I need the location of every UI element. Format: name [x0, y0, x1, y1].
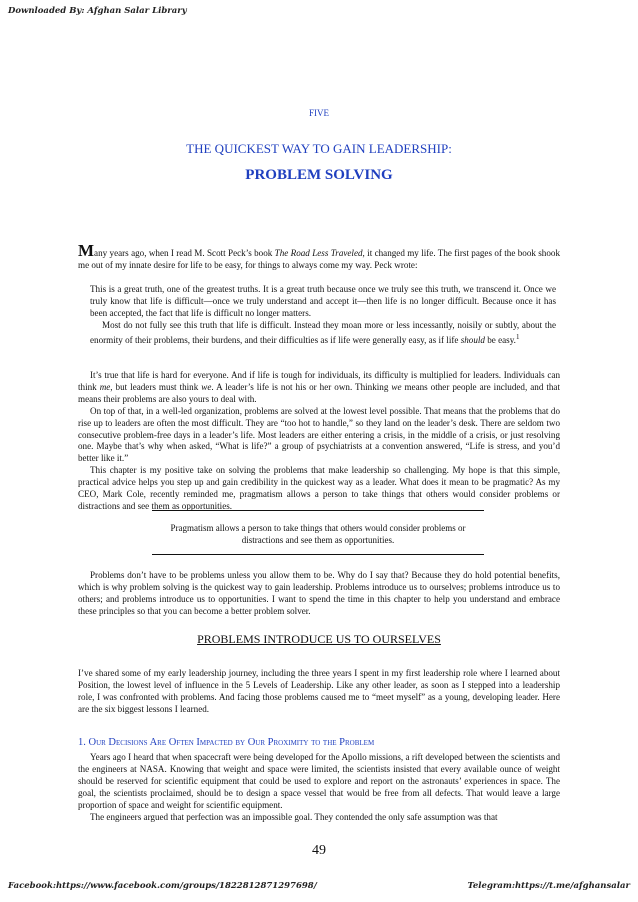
body-paragraph-3: This chapter is my positive take on solving the problems that make leadership so challenging. My hope is that this simple, practical advice helps you step up and gain credibility in the quickest way as a leader. What does it mean to be pragmatic? As my CEO, Mark Cole, recently reminded me, pragmatism allows a person to take things that others would consider problems or distractions and see them as opportunities. [78, 465, 560, 511]
block-quote [90, 284, 556, 347]
intro-paragraph [78, 241, 560, 272]
section-paragraph-1: I’ve shared some of my early leadership journey, including the three years I spent in my first leadership role where I learned about Position, the lowest level of influence in the 5 Levels of Leadership. Like any other leader, as soon as I stepped into a leadership role, I was confronted with problems. And facing those problems caused me to “meet myself” as a young, developing leader. Here are the six biggest lessons I learned. [78, 668, 560, 714]
body-paragraph-4: Problems don’t have to be problems unless you allow them to be. Why do I say that? Because they do hold potential benefits, which is why problem solving is the quickest way to gain leadership. Problems introduce us to ourselves; problems introduce us to others; and problems introduce us to opportunities. I want to spend the time in this chapter to help you understand and embrace these principles so that you can become a better problem solver. [78, 570, 560, 616]
quote-paragraph-1: This is a great truth, one of the greatest truths. It is a great truth because once we truly see this truth, we transcend it. Once we truly know that life is difficult—once we truly understand and accept it—then life is no longer difficult. Because once it has been accepted, the fact that life is difficult no longer matters. [90, 284, 556, 318]
section-heading: PROBLEMS INTRODUCE US TO OURSELVES [197, 632, 441, 646]
body-p1-c: . A leader’s life is not his or her own. Thinking [211, 381, 392, 392]
section-body [78, 668, 560, 716]
lesson-paragraph-2: The engineers argued that perfection was an impossible goal. They contended the only safe assumption was that [90, 811, 498, 822]
book-title: The Road Less Traveled [274, 248, 363, 258]
quote-text-a: Most do not fully see this truth that life is difficult. Instead they moan more or less incessantly, noisily or subtly, about the enormity of their problems, their burdens, and their difficulties as if life were generally easy, as if life [90, 319, 556, 345]
chapter-number: FIVE [309, 108, 329, 118]
download-note: Downloaded By: Afghan Salar Library [8, 6, 187, 16]
drop-cap: M [78, 241, 95, 260]
body-p1-em3: we [391, 381, 402, 392]
body-p1-b: , but leaders must think [110, 381, 202, 392]
quote-emphasis: should [460, 334, 485, 345]
intro-text-b: , it changed my life. The first pages of the book shook me out of my innate desire for life to be easy, for things to always come my way. Peck wrote: [78, 248, 560, 270]
body-paragraph-1 [78, 370, 560, 406]
pullquote-rule-bottom [152, 554, 484, 555]
pullquote-rule-top [152, 510, 484, 511]
body-p1-em2: we [201, 381, 212, 392]
lesson-heading-text: 1. Our Decisions Are Often Impacted by Our Proximity to the Problem [78, 737, 375, 748]
telegram-link[interactable]: Telegram:https://t.me/afghansalar [467, 881, 630, 891]
intro-text-a: any years ago, when I read M. Scott Peck’s book [94, 248, 275, 258]
page-number: 49 [312, 843, 326, 858]
body-section-2 [78, 570, 560, 618]
quote-text-b: be easy. [484, 334, 516, 345]
chapter-subtitle [0, 167, 638, 184]
body-p1-em1: me [99, 381, 111, 392]
body-p1-d: means other people are included, and that means their problems are also yours to deal with. [78, 381, 560, 404]
body-paragraph-2: On top of that, in a well-led organization, problems are solved at the lowest level possible. That means that the problems that do rise up to leaders are often the most difficult. They are “too hot to handle,” so they land on the leader’s desk. There are seldom two consecutive problem-free days in a leader’s life. Most leaders are either entering a crisis, in the middle of a crisis, or just resolving one. Maybe that’s why when asked, “What is life?” a group of psychiatrists at a convention answered, “Life is stress, and you’d better like it.” [78, 405, 560, 464]
lesson-heading [78, 737, 560, 748]
facebook-link[interactable]: Facebook:https://www.facebook.com/groups/1822812871297698/ [8, 881, 317, 891]
chapter-subtitle-text: PROBLEM SOLVING [245, 167, 393, 183]
body-section-1 [78, 370, 560, 513]
chapter-title: THE QUICKEST WAY TO GAIN LEADERSHIP: [186, 141, 452, 156]
lesson-paragraph-1: Years ago I heard that when spacecraft were being developed for the Apollo missions, a rift developed between the scientists and the engineers at NASA. Knowing that weight and space were limited, the scientists insisted that every available ounce of weight should be reserved for scientific equipment that could be used to explore and report on the astronauts’ experiences in space. The goal, the scientists proclaimed, should be to design a space vessel that would be free from all defects. That would leave a large proportion of space and weight for scientific equipment. [78, 752, 560, 810]
lesson-body [78, 752, 560, 823]
pull-quote: Pragmatism allows a person to take things that others would consider problems or distractions and see them as opportunities. [170, 523, 466, 545]
body-p1-a: It’s true that life is hard for everyone. And if life is tough for individuals, its difficulty is multiplied for leaders. Individuals can think [78, 370, 560, 392]
footnote-marker: 1 [515, 332, 520, 341]
quote-paragraph-2 [90, 320, 556, 347]
